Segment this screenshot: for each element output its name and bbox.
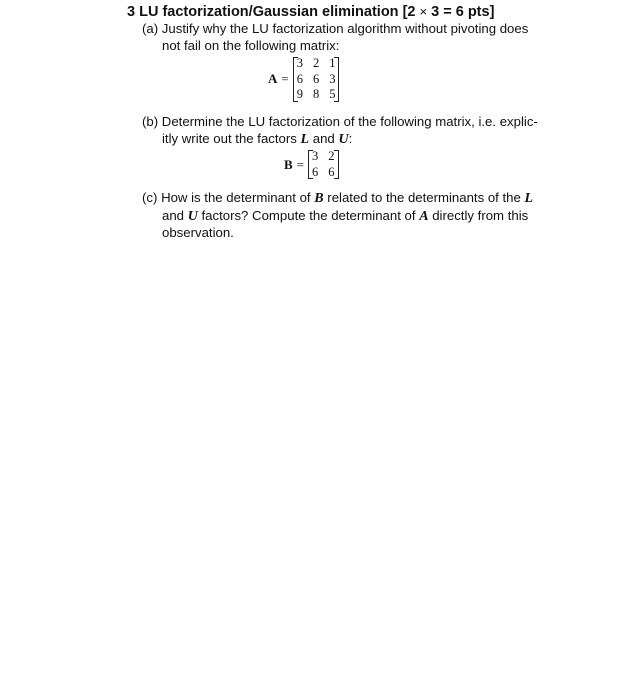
part-b-line1: Determine the LU factorization of the following matrix, i.e. explic-	[161, 114, 538, 129]
part-c-line2-post: factors? Compute the determinant of	[201, 207, 416, 223]
problem-title: LU factorization/Gaussian elimination	[139, 4, 399, 20]
matrix-cell: 5	[329, 87, 336, 101]
matrix-cell: 1	[329, 56, 336, 70]
part-c-line1-post: related to the determinants of the	[327, 190, 521, 205]
matrix-cell: 9	[296, 87, 303, 101]
matrix-a-name: A	[268, 71, 278, 87]
var-u: U	[338, 131, 349, 147]
matrix-b-equals: =	[296, 156, 305, 172]
problem-number: 3	[127, 4, 136, 20]
var-u: U	[187, 208, 198, 224]
part-c-line2-end: directly from this	[432, 207, 529, 223]
matrix-cell: 6	[296, 71, 303, 86]
matrix-a	[293, 56, 340, 103]
part-a-line1: Justify why the LU factorization algorithm without pivoting does	[161, 21, 529, 36]
part-a-label: (a)	[142, 21, 159, 36]
times-symbol: ×	[419, 4, 428, 19]
var-a: A	[419, 208, 429, 224]
part-a-line2: not fail on the following matrix:	[162, 37, 340, 53]
matrix-cell: 8	[312, 87, 320, 101]
part-b-line2-pre: itly write out the factors	[162, 130, 297, 146]
matrix-a-equation	[268, 56, 339, 103]
part-c-line1-pre: How is the determinant of	[161, 190, 311, 205]
part-c-text	[142, 190, 533, 242]
part-c-line3: observation.	[162, 225, 234, 240]
matrix-cell: 6	[312, 71, 320, 86]
matrix-cell: 3	[296, 56, 303, 70]
matrix-cell: 3	[329, 71, 336, 86]
matrix-cell: 2	[312, 56, 320, 70]
part-b-colon: :	[348, 130, 353, 146]
matrix-cell: 2	[328, 149, 335, 163]
var-b: B	[314, 191, 324, 206]
part-c-label: (c)	[142, 190, 158, 205]
matrix-b	[308, 149, 339, 180]
matrix-cell: 6	[312, 164, 319, 179]
part-b-text	[142, 114, 538, 148]
part-a-text	[142, 21, 528, 54]
matrix-cell: 3	[312, 149, 319, 163]
problem-heading	[127, 4, 494, 20]
points-close: 3 = 6 pts]	[431, 4, 495, 20]
var-l: L	[524, 191, 534, 206]
matrix-cell: 6	[328, 164, 335, 179]
part-c-line2-pre: and	[162, 207, 185, 223]
points-open: [2	[402, 4, 416, 20]
matrix-b-name: B	[284, 156, 293, 172]
part-b-label: (b)	[142, 114, 159, 129]
matrix-b-equation	[284, 149, 339, 180]
matrix-a-equals: =	[281, 71, 289, 87]
part-b-and: and	[312, 130, 335, 146]
var-l: L	[300, 131, 310, 147]
